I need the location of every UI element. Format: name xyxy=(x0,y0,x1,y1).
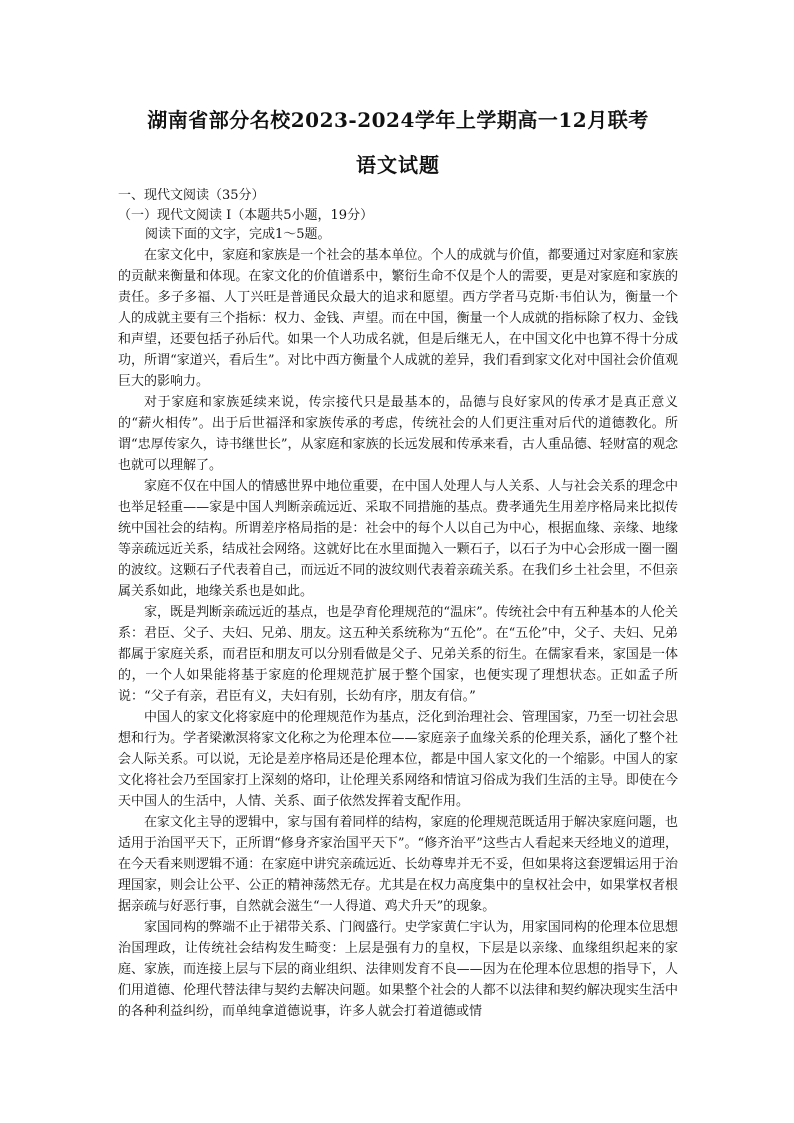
passage-paragraph: 家国同构的弊端不止于裙带关系、门阀盛行。史学家黄仁宇认为，用家国同构的伦理本位思想治国理政，让传统社会结构发生畸变：上层是强有力的皇权，下层是以亲缘、血缘组织起来的家庭、家族，而连接上层与下层的商业组织、法律则发育不良——因为在伦理本位思想的指导下，人们用道德、伦理代替法律与契约去解决问题。如果整个社会的人都不以法律和契约解决现实生活中的各种利益纠纷，而单纯拿道德说事，许多人就会打着道德或情 xyxy=(118,919,678,1019)
passage-paragraph: 在家文化中，家庭和家族是一个社会的基本单位。个人的成就与价值，都要通过对家庭和家族的贡献来衡量和体现。在家文化的价值谱系中，繁衍生命不仅是个人的需要，更是对家庭和家族的责任。多子多福、人丁兴旺是普通民众最大的追求和愿望。西方学者马克斯·韦伯认为，衡量一个人的成就主要有三个指标：权力、金钱、声望。而在中国，衡量一个人成就的指标除了权力、金钱和声望，还要包括子孙后代。如果一个人功成名就，但是后继无人，在中国文化中也算不得十分成功，所谓“家道兴，看后生”。对比中西方衡量个人成就的差异，我们看到家文化对中国社会价值观巨大的影响力。 xyxy=(118,247,678,389)
exam-subtitle: 语文试题 xyxy=(356,153,440,177)
passage-paragraph: 中国人的家文化将家庭中的伦理规范作为基点，泛化到治理社会、管理国家，乃至一切社会思想和行为。学者梁漱溟将家文化称之为伦理本位——家庭亲子血缘关系的伦理关系，涵化了整个社会人际关系。可以说，无论是差序格局还是伦理本位，都是中国人家文化的一个缩影。中国人的家文化将社会乃至国家打上深刻的烙印，让伦理关系网络和情谊习俗成为我们生活的主导。即使在今天中国人的生活中，人情、关系、面子依然发挥着支配作用。 xyxy=(118,709,678,809)
section-heading: 一、现代文阅读（35分） xyxy=(118,188,265,203)
passage-paragraph: 对于家庭和家族延续来说，传宗接代只是最基本的，品德与良好家风的传承才是真正意义的“薪火相传”。出于后世福泽和家族传承的考虑，传统社会的人们更注重对后代的道德教化。所谓“忠厚传家久，诗书继世长”，从家庭和家族的长远发展和传承来看，古人重品德、轻财富的观念也就可以理解了。 xyxy=(118,394,678,473)
passage-paragraph: 家，既是判断亲疏远近的基点，也是孕育伦理规范的“温床”。传统社会中有五种基本的人伦关系：君臣、父子、夫妇、兄弟、朋友。这五种关系统称为“五伦”。在“五伦”中，父子、夫妇、兄弟都属于家庭关系，而君臣和朋友可以分别看做是父子、兄弟关系的衍生。在儒家看来，家国是一体的，一个人如果能将基于家庭的伦理规范扩展于整个国家，也便实现了理想状态。正如孟子所说：“父子有亲，君臣有义，夫妇有别，长幼有序，朋友有信。” xyxy=(118,604,678,704)
reading-section xyxy=(118,186,678,1022)
subsection-heading: （一）现代文阅读 I（本题共5小题，19分） xyxy=(118,207,374,223)
reading-instruction: 阅读下面的文字，完成1～5题。 xyxy=(145,227,331,243)
passage-paragraph: 在家文化主导的逻辑中，家与国有着同样的结构，家庭的伦理规范既适用于解决家庭问题，也适用于治国平天下，正所谓“修身齐家治国平天下”。“修齐治平”这些古人看起来天经地义的道理，在今天看来则逻辑不通：在家庭中讲究亲疏远近、长幼尊卑并无不妥，但如果将这套逻辑运用于治理国家，则会让公平、公正的精神荡然无存。尤其是在权力高度集中的皇权社会中，如果掌权者根据亲疏与好恶行事，自然就会滋生“一人得道、鸡犬升天”的现象。 xyxy=(118,814,678,914)
passage-paragraph: 家庭不仅在中国人的情感世界中地位重要，在中国人处理人与人关系、人与社会关系的理念中也举足轻重——家是中国人判断亲疏远近、采取不同措施的基点。费孝通先生用差序格局来比拟传统中国社会的结构。所谓差序格局指的是：社会中的每个人以自己为中心，根据血缘、亲缘、地缘等亲疏远近关系，结成社会网络。这就好比在水里面抛入一颗石子，以石子为中心会形成一圈一圈的波纹。这颗石子代表着自己，而远近不同的波纹则代表着亲疏关系。在我们乡土社会里，不但亲属关系如此，地缘关系也是如此。 xyxy=(118,478,678,599)
exam-title: 湖南省部分名校2023-2024学年上学期高一12月联考 xyxy=(147,108,649,132)
